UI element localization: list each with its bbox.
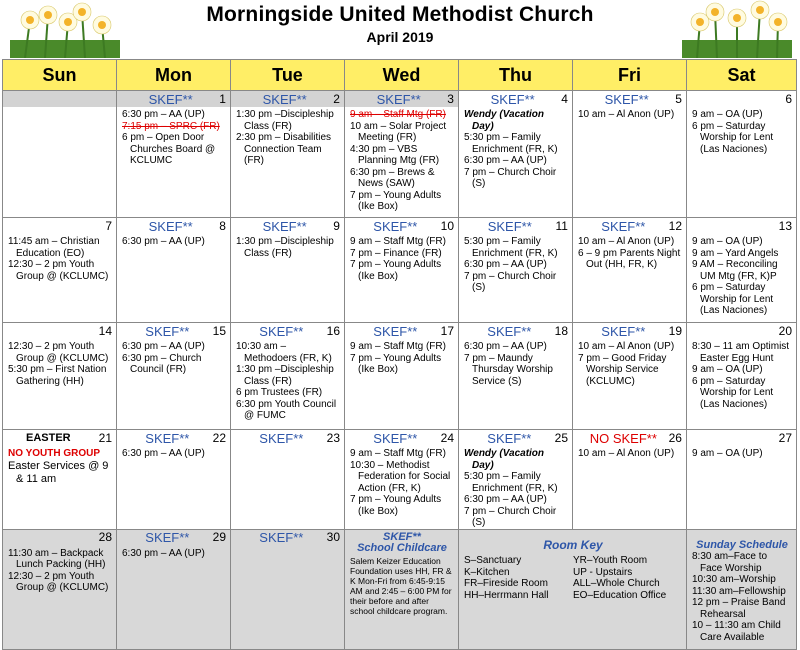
day-cell-10[interactable] (345, 218, 459, 323)
skef-label: SKEF** (145, 530, 190, 546)
day-cell-14[interactable] (3, 323, 117, 430)
day-cell-28[interactable] (3, 529, 117, 649)
event: 9 AM – Reconciling UM Mtg (FR, K)P (692, 259, 778, 282)
room-key-item: ALL–Whole Church (573, 578, 660, 589)
event: 5:30 pm – Family Enrichment (FR, K) (464, 471, 558, 494)
event: Easter Services @ 9 & 11 am (8, 459, 109, 485)
schedule-item: 12 pm – Praise Band Rehearsal (692, 597, 786, 620)
room-key-box (459, 529, 687, 649)
event: 6:30 pm – AA (UP) (122, 448, 205, 459)
childcare-title: SKEF** (383, 530, 421, 543)
holiday-label: EASTER (26, 431, 71, 444)
day-cell-16[interactable] (231, 323, 345, 430)
skef-label: SKEF** (148, 218, 193, 234)
day-number: 5 (675, 91, 682, 106)
day-cell-24[interactable] (345, 430, 459, 530)
day-cell-9[interactable] (231, 218, 345, 323)
day-cell-20[interactable] (687, 323, 797, 430)
event: 12:30 – 2 pm Youth Group @ (KCLUMC) (8, 341, 109, 364)
skef-label: SKEF** (373, 323, 418, 339)
weekday-sun: Sun (3, 60, 117, 91)
week-row (3, 91, 797, 218)
day-cell-empty (3, 91, 117, 218)
day-cell-23[interactable] (231, 430, 345, 530)
weekday-wed: Wed (345, 60, 459, 91)
day-number: 23 (326, 430, 340, 445)
event: 4:30 pm – VBS Planning Mtg (FR) (350, 143, 440, 166)
event: 5:30 pm – Family Enrichment (FR, K) (464, 132, 558, 155)
day-cell-5[interactable] (573, 91, 687, 218)
skef-label: SKEF** (487, 430, 532, 446)
day-cell-11[interactable] (459, 218, 573, 323)
event: 9 am – OA (UP) (692, 236, 763, 247)
room-key-item: FR–Fireside Room (464, 578, 548, 589)
schedule-item: 11:30 am–Fellowship (692, 585, 786, 597)
event: 7 pm – Maundy Thursday Worship Service (S) (464, 352, 553, 387)
day-number: 1 (219, 91, 226, 106)
week-row (3, 323, 797, 430)
day-number: 8 (219, 218, 226, 233)
day-cell-8[interactable] (117, 218, 231, 323)
event: 9 am – Staff Mtg (FR) (350, 236, 446, 247)
day-number: 14 (98, 323, 112, 338)
event: 10:30 am – Methodoers (FR, K) (236, 341, 332, 364)
day-number: 7 (105, 218, 112, 233)
day-number: 2 (333, 91, 340, 106)
day-cell-25[interactable] (459, 430, 573, 530)
childcare-info-box (345, 529, 459, 649)
day-number: 12 (668, 218, 682, 233)
day-number: 15 (212, 323, 226, 338)
event: 10:30 – Methodist Federation for Social Action (FR, K) (350, 459, 451, 494)
day-number: 13 (778, 218, 792, 233)
schedule-item: 10 – 11:30 am Child Care Available (692, 620, 781, 643)
room-key-right-list (573, 555, 682, 601)
day-cell-19[interactable] (573, 323, 687, 430)
day-number: 17 (440, 323, 454, 338)
week-row (3, 218, 797, 323)
event: 11:30 am – Backpack Lunch Packing (HH) (8, 547, 106, 570)
day-cell-4[interactable] (459, 91, 573, 218)
room-key-title: Room Key (543, 537, 603, 552)
day-cell-29[interactable] (117, 529, 231, 649)
day-cell-15[interactable] (117, 323, 231, 430)
calendar-grid (2, 59, 797, 650)
event: 6:30 pm – AA (UP) (122, 341, 205, 352)
skef-label: SKEF** (376, 91, 421, 107)
day-cell-1[interactable] (117, 91, 231, 218)
day-number: 30 (326, 530, 340, 545)
day-number: 28 (98, 530, 112, 545)
event: 6 pm – Saturday Worship for Lent (Las Naciones) (692, 282, 774, 316)
calendar-header (0, 0, 800, 60)
day-cell-21[interactable] (3, 430, 117, 530)
skef-label: SKEF** (148, 91, 193, 107)
day-number: 22 (212, 430, 226, 445)
room-key-item: S–Sanctuary (464, 555, 522, 566)
event: 7 pm – Finance (FR) (350, 247, 442, 259)
day-cell-7[interactable] (3, 218, 117, 323)
event: 9 am – OA (UP) (692, 448, 763, 459)
day-note: Wendy (Vacation Day) (464, 448, 545, 471)
day-number: 16 (326, 323, 340, 338)
skef-label: SKEF** (601, 218, 646, 234)
event: 6:30 pm – AA (UP) (464, 341, 547, 352)
cancelled-event: 7:15 pm – SPRC (FR) (122, 120, 220, 132)
day-number: 18 (554, 323, 568, 338)
event: 2:30 pm – Disabilities Connection Team (FR) (236, 132, 332, 166)
event: 9 am – Staff Mtg (FR) (350, 341, 446, 352)
event: 10 am – Al Anon (UP) (578, 448, 675, 459)
sunday-schedule-title: Sunday Schedule (696, 538, 788, 551)
event: 7 pm – Young Adults (Ike Box) (350, 259, 442, 282)
event: 10 am – Al Anon (UP) (578, 341, 675, 352)
event: 6:30 pm – AA (UP) (464, 259, 547, 270)
day-cell-22[interactable] (117, 430, 231, 530)
skef-label: SKEF** (259, 530, 304, 546)
event: 6 pm – Saturday Worship for Lent (Las Naciones) (692, 120, 774, 155)
week-row (3, 529, 797, 649)
event: 6 – 9 pm Parents Night Out (HH, FR, K) (578, 247, 681, 270)
skef-label: SKEF** (487, 323, 532, 339)
event: 12:30 – 2 pm Youth Group @ (KCLUMC) (8, 570, 109, 593)
day-number: 25 (554, 430, 568, 445)
room-key-left-list (464, 555, 573, 601)
skef-label: SKEF** (487, 218, 532, 234)
day-cell-17[interactable] (345, 323, 459, 430)
skef-label: SKEF** (259, 323, 304, 339)
day-cell-27[interactable] (687, 430, 797, 530)
day-number: 20 (778, 323, 792, 338)
event: 6 pm Trustees (FR) (236, 387, 323, 398)
no-skef-label: NO SKEF** (589, 430, 657, 446)
day-number: 19 (668, 323, 682, 338)
event: 6:30 pm – AA (UP) (122, 109, 205, 120)
event: 6:30 pm – AA (UP) (122, 547, 205, 559)
event: 6 pm – Open Door Churches Board @ KCLUMC (122, 132, 216, 166)
event: 9 am – OA (UP) (692, 109, 763, 120)
weekday-sat: Sat (687, 60, 797, 91)
event: 6:30 pm – AA (UP) (122, 236, 205, 247)
event: 7 pm – Young Adults (Ike Box) (350, 352, 442, 375)
event: 6:30 pm – Church Council (FR) (122, 352, 202, 375)
skef-label: SKEF** (601, 323, 646, 339)
event: 9 am – Yard Angels (692, 247, 779, 259)
event: 10 am – Solar Project Meeting (FR) (350, 120, 447, 143)
day-cell-13[interactable] (687, 218, 797, 323)
skef-label: SKEF** (604, 91, 649, 107)
event: 6:30 pm – AA (UP) (464, 494, 547, 505)
event: 5:30 pm – First Nation Gathering (HH) (8, 364, 107, 387)
event: 6 pm – Saturday Worship for Lent (Las Naciones) (692, 375, 774, 410)
room-key-item: YR–Youth Room (573, 555, 648, 566)
week-row (3, 430, 797, 530)
skef-label: SKEF** (373, 218, 418, 234)
skef-label: SKEF** (259, 430, 304, 446)
day-number: 4 (561, 91, 568, 106)
event: 7 pm – Church Choir (S) (464, 505, 557, 528)
schedule-item: 10:30 am–Worship (692, 574, 776, 585)
day-cell-2[interactable] (231, 91, 345, 218)
day-cell-3[interactable] (345, 91, 459, 218)
day-number: 11 (555, 218, 568, 233)
event: 1:30 pm –Discipleship Class (FR) (236, 109, 334, 132)
skef-label: SKEF** (490, 91, 535, 107)
cancelled-event: 9 am – Staff Mtg (FR) (350, 109, 446, 120)
day-number: 26 (668, 430, 682, 445)
room-key-item: K–Kitchen (464, 566, 510, 578)
month-subtitle: April 2019 (366, 29, 434, 45)
room-key-item: HH–Herrmann Hall (464, 589, 549, 601)
day-number: 24 (440, 430, 454, 445)
event: 7 pm – Church Choir (S) (464, 270, 557, 293)
skef-label: SKEF** (262, 218, 307, 234)
day-number: 3 (447, 91, 454, 106)
day-cell-26[interactable] (573, 430, 687, 530)
weekday-thu: Thu (459, 60, 573, 91)
day-number: 10 (440, 218, 454, 233)
event: 1:30 pm –Discipleship Class (FR) (236, 364, 334, 387)
childcare-text: Salem Keizer Education Foundation uses HH, FR & K Mon-Fri from 6:45-9:15 AM and 2:45 – 6:00 PM for their before and after school childcare program. (350, 555, 452, 616)
day-number: 9 (333, 218, 340, 233)
skef-label: SKEF** (262, 91, 307, 107)
event: 11:45 am – Christian Education (EO) (8, 236, 100, 259)
day-number: 21 (98, 430, 112, 445)
childcare-subtitle: School Childcare (357, 542, 447, 554)
event: 6:30 pm Youth Council @ FUMC (236, 398, 337, 421)
event: 6:30 pm – AA (UP) (464, 155, 547, 166)
event: 9 am – Staff Mtg (FR) (350, 448, 446, 459)
event: 1:30 pm –Discipleship Class (FR) (236, 236, 334, 259)
skef-label: SKEF** (145, 323, 190, 339)
weekday-tue: Tue (231, 60, 345, 91)
alert-text: NO YOUTH GROUP (8, 448, 101, 459)
day-cell-6[interactable] (687, 91, 797, 218)
day-number: 27 (778, 430, 792, 445)
event: 7 pm – Good Friday Worship Service (KCLUMC) (578, 352, 667, 387)
page-title: Morningside United Methodist Church (206, 3, 594, 26)
event: 7 pm – Young Adults (Ike Box) (350, 189, 442, 212)
event: 6:30 pm – Brews & News (SAW) (350, 166, 435, 189)
event: 12:30 – 2 pm Youth Group @ (KCLUMC) (8, 259, 109, 282)
sunday-schedule-box (687, 529, 797, 649)
day-note: Wendy (Vacation Day) (464, 109, 545, 132)
event: 8:30 – 11 am Optimist Easter Egg Hunt (692, 341, 790, 364)
room-key-item: EO–Education Office (573, 589, 667, 601)
day-cell-12[interactable] (573, 218, 687, 323)
schedule-item: 8:30 am–Face to Face Worship (692, 551, 768, 574)
day-cell-18[interactable] (459, 323, 573, 430)
event: 10 am – Al Anon (UP) (578, 236, 675, 247)
event: 10 am – Al Anon (UP) (578, 109, 675, 120)
weekday-mon: Mon (117, 60, 231, 91)
event: 9 am – OA (UP) (692, 364, 763, 375)
skef-label: SKEF** (145, 430, 190, 446)
event: 5:30 pm – Family Enrichment (FR, K) (464, 236, 558, 259)
weekday-header-row (3, 60, 797, 91)
event: 7 pm – Church Choir (S) (464, 166, 557, 189)
day-number: 6 (785, 91, 792, 106)
day-number: 29 (212, 530, 226, 545)
event: 7 pm – Young Adults (Ike Box) (350, 494, 442, 517)
skef-label: SKEF** (373, 430, 418, 446)
weekday-fri: Fri (573, 60, 687, 91)
day-cell-30[interactable] (231, 529, 345, 649)
room-key-item: UP - Upstairs (573, 566, 633, 578)
